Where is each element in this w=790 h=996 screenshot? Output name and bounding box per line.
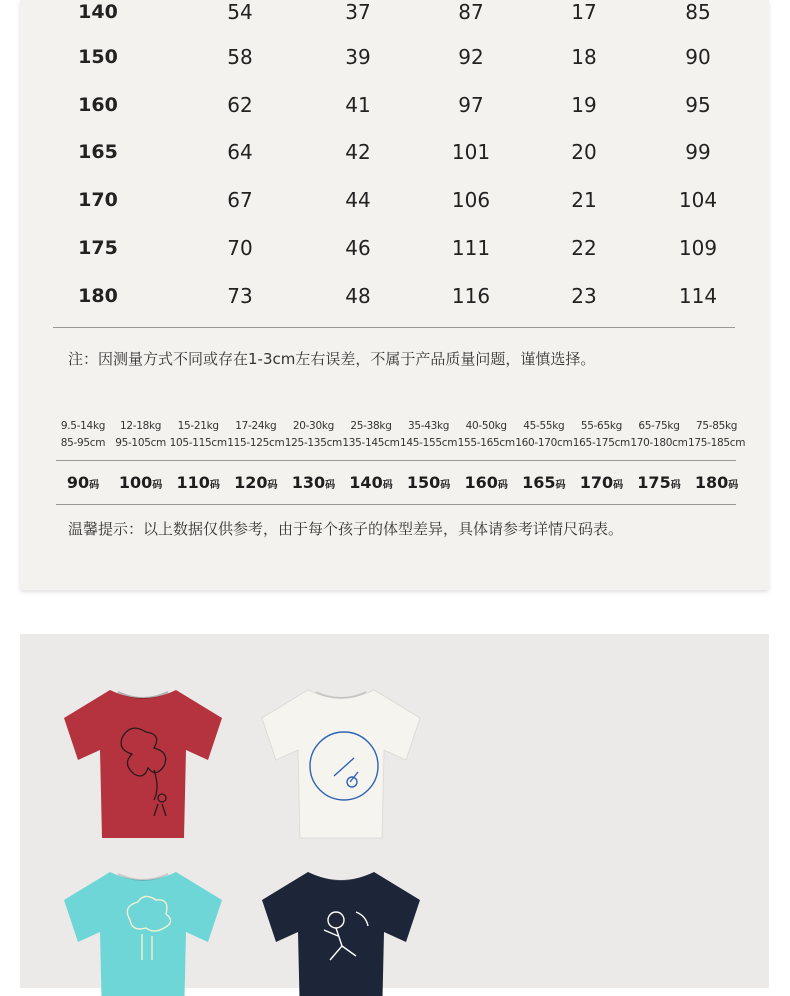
conversion-column bbox=[682, 418, 752, 452]
conversion-top-divider bbox=[56, 460, 736, 461]
measurement-cell: 67 bbox=[227, 188, 253, 212]
measurement-cell: 17 bbox=[571, 0, 597, 24]
size-label bbox=[51, 470, 115, 499]
weight-range: 40-50kg bbox=[465, 420, 507, 432]
height-range: 155-165cm bbox=[457, 437, 515, 449]
size-unit: 码 bbox=[209, 480, 220, 491]
size-cell: 180 bbox=[78, 285, 118, 307]
measurement-cell: 114 bbox=[678, 284, 718, 308]
tshirt-aqua-body bbox=[64, 872, 222, 996]
weight-range: 15-21kg bbox=[177, 420, 219, 432]
measurement-cell: 90 bbox=[685, 45, 711, 69]
measurement-cell: 97 bbox=[458, 93, 484, 117]
measurement-cell: 73 bbox=[227, 284, 253, 308]
height-range: 115-125cm bbox=[227, 437, 285, 449]
height-range: 160-170cm bbox=[515, 437, 573, 449]
height-range: 85-95cm bbox=[60, 437, 106, 449]
size-label bbox=[166, 470, 230, 499]
size-unit: 码 bbox=[497, 480, 508, 491]
size-number: 150 bbox=[406, 473, 441, 492]
height-range: 170-180cm bbox=[630, 437, 688, 449]
measurement-cell: 85 bbox=[685, 0, 711, 24]
measurement-cell: 18 bbox=[571, 45, 597, 69]
size-label bbox=[454, 470, 518, 499]
size-cell: 150 bbox=[78, 46, 118, 68]
table-divider bbox=[53, 327, 735, 328]
size-label bbox=[627, 470, 691, 499]
weight-range: 20-30kg bbox=[292, 420, 334, 432]
measurement-cell: 37 bbox=[345, 0, 371, 24]
size-cell: 170 bbox=[78, 189, 118, 211]
size-label bbox=[281, 470, 345, 499]
warm-tip: 温馨提示：以上数据仅供参考，由于每个孩子的体型差异，具体请参考详情尺码表。 bbox=[68, 520, 624, 538]
table-row bbox=[20, 185, 769, 215]
weight-range: 17-24kg bbox=[235, 420, 277, 432]
measurement-cell: 92 bbox=[458, 45, 484, 69]
measurement-cell: 64 bbox=[227, 140, 253, 164]
measurement-cell: 44 bbox=[345, 188, 371, 212]
measurement-cell: 46 bbox=[345, 236, 371, 260]
weight-range: 25-38kg bbox=[350, 420, 392, 432]
measurement-cell: 111 bbox=[451, 236, 491, 260]
size-number: 90 bbox=[66, 473, 90, 492]
weight-range: 65-75kg bbox=[638, 420, 680, 432]
measurement-cell: 21 bbox=[571, 188, 597, 212]
table-row bbox=[20, 281, 769, 311]
size-unit: 码 bbox=[728, 480, 739, 491]
weight-range: 75-85kg bbox=[696, 420, 738, 432]
measurement-cell: 62 bbox=[227, 93, 253, 117]
size-number: 110 bbox=[176, 473, 210, 492]
size-cell: 165 bbox=[78, 141, 118, 163]
height-range: 175-185cm bbox=[688, 437, 746, 449]
measurement-cell: 20 bbox=[571, 140, 597, 164]
weight-range: 35-43kg bbox=[408, 420, 450, 432]
measurement-cell: 116 bbox=[451, 284, 491, 308]
size-number: 160 bbox=[464, 473, 498, 492]
weight-range: 45-55kg bbox=[523, 420, 565, 432]
measurement-cell: 109 bbox=[678, 236, 718, 260]
size-number: 165 bbox=[522, 473, 556, 492]
measurement-cell: 58 bbox=[227, 45, 253, 69]
size-number: 180 bbox=[694, 473, 729, 492]
size-unit: 码 bbox=[325, 480, 336, 491]
table-row bbox=[20, 137, 769, 167]
measurement-cell: 101 bbox=[451, 140, 491, 164]
size-unit: 码 bbox=[440, 480, 451, 491]
measurement-cell: 95 bbox=[685, 93, 711, 117]
size-unit: 码 bbox=[670, 480, 681, 491]
size-label bbox=[512, 470, 576, 499]
measurement-cell: 42 bbox=[345, 140, 371, 164]
measurement-cell: 70 bbox=[227, 236, 253, 260]
measurement-cell: 104 bbox=[678, 188, 718, 212]
height-range: 105-115cm bbox=[169, 437, 227, 449]
table-row bbox=[20, 233, 769, 263]
height-range: 95-105cm bbox=[115, 437, 166, 449]
size-number: 100 bbox=[118, 473, 153, 492]
measurement-cell: 54 bbox=[227, 0, 253, 24]
size-label bbox=[397, 470, 461, 499]
weight-range: 55-65kg bbox=[580, 420, 622, 432]
height-range: 135-145cm bbox=[342, 437, 400, 449]
size-unit: 码 bbox=[152, 480, 163, 491]
size-cell: 175 bbox=[78, 237, 118, 259]
tshirt-navy[interactable] bbox=[256, 866, 426, 996]
size-unit: 码 bbox=[382, 480, 393, 491]
measurement-cell: 39 bbox=[345, 45, 371, 69]
size-cell: 140 bbox=[78, 1, 118, 23]
tshirt-navy-body bbox=[262, 872, 420, 996]
tshirt-white[interactable] bbox=[256, 684, 426, 844]
size-cell: 160 bbox=[78, 94, 118, 116]
measurement-cell: 23 bbox=[571, 284, 597, 308]
measurement-cell: 87 bbox=[458, 0, 484, 24]
measurement-cell: 106 bbox=[451, 188, 491, 212]
tshirt-aqua[interactable] bbox=[58, 866, 228, 996]
size-label bbox=[339, 470, 403, 499]
size-unit: 码 bbox=[89, 480, 100, 491]
measurement-cell: 19 bbox=[571, 93, 597, 117]
measurement-cell: 99 bbox=[685, 140, 711, 164]
size-label bbox=[569, 470, 633, 499]
size-number: 175 bbox=[637, 473, 671, 492]
table-row bbox=[20, 0, 769, 27]
size-number: 140 bbox=[349, 473, 383, 492]
size-label bbox=[685, 470, 749, 499]
size-number: 120 bbox=[234, 473, 268, 492]
table-row bbox=[20, 42, 769, 72]
tshirt-white-body bbox=[262, 690, 420, 838]
size-unit: 码 bbox=[555, 480, 566, 491]
table-row bbox=[20, 90, 769, 120]
measurement-note: 注：因测量方式不同或存在1-3cm左右误差，不属于产品质量问题，谨慎选择。 bbox=[68, 350, 596, 368]
size-label bbox=[224, 470, 288, 499]
size-label bbox=[109, 470, 173, 499]
product-gallery bbox=[20, 634, 769, 988]
tshirt-red[interactable] bbox=[58, 684, 228, 844]
tshirt-red-body bbox=[64, 690, 222, 838]
weight-range: 12-18kg bbox=[120, 420, 162, 432]
size-unit: 码 bbox=[267, 480, 278, 491]
size-unit: 码 bbox=[613, 480, 624, 491]
size-chart-card bbox=[20, 0, 769, 590]
height-range: 125-135cm bbox=[284, 437, 342, 449]
height-range: 145-155cm bbox=[400, 437, 458, 449]
conversion-bottom-divider bbox=[56, 504, 736, 505]
size-number: 170 bbox=[579, 473, 614, 492]
size-number: 130 bbox=[291, 473, 326, 492]
measurement-cell: 48 bbox=[345, 284, 371, 308]
measurement-cell: 22 bbox=[571, 236, 597, 260]
measurement-cell: 41 bbox=[345, 93, 371, 117]
height-range: 165-175cm bbox=[572, 437, 630, 449]
weight-range: 9.5-14kg bbox=[60, 420, 106, 432]
